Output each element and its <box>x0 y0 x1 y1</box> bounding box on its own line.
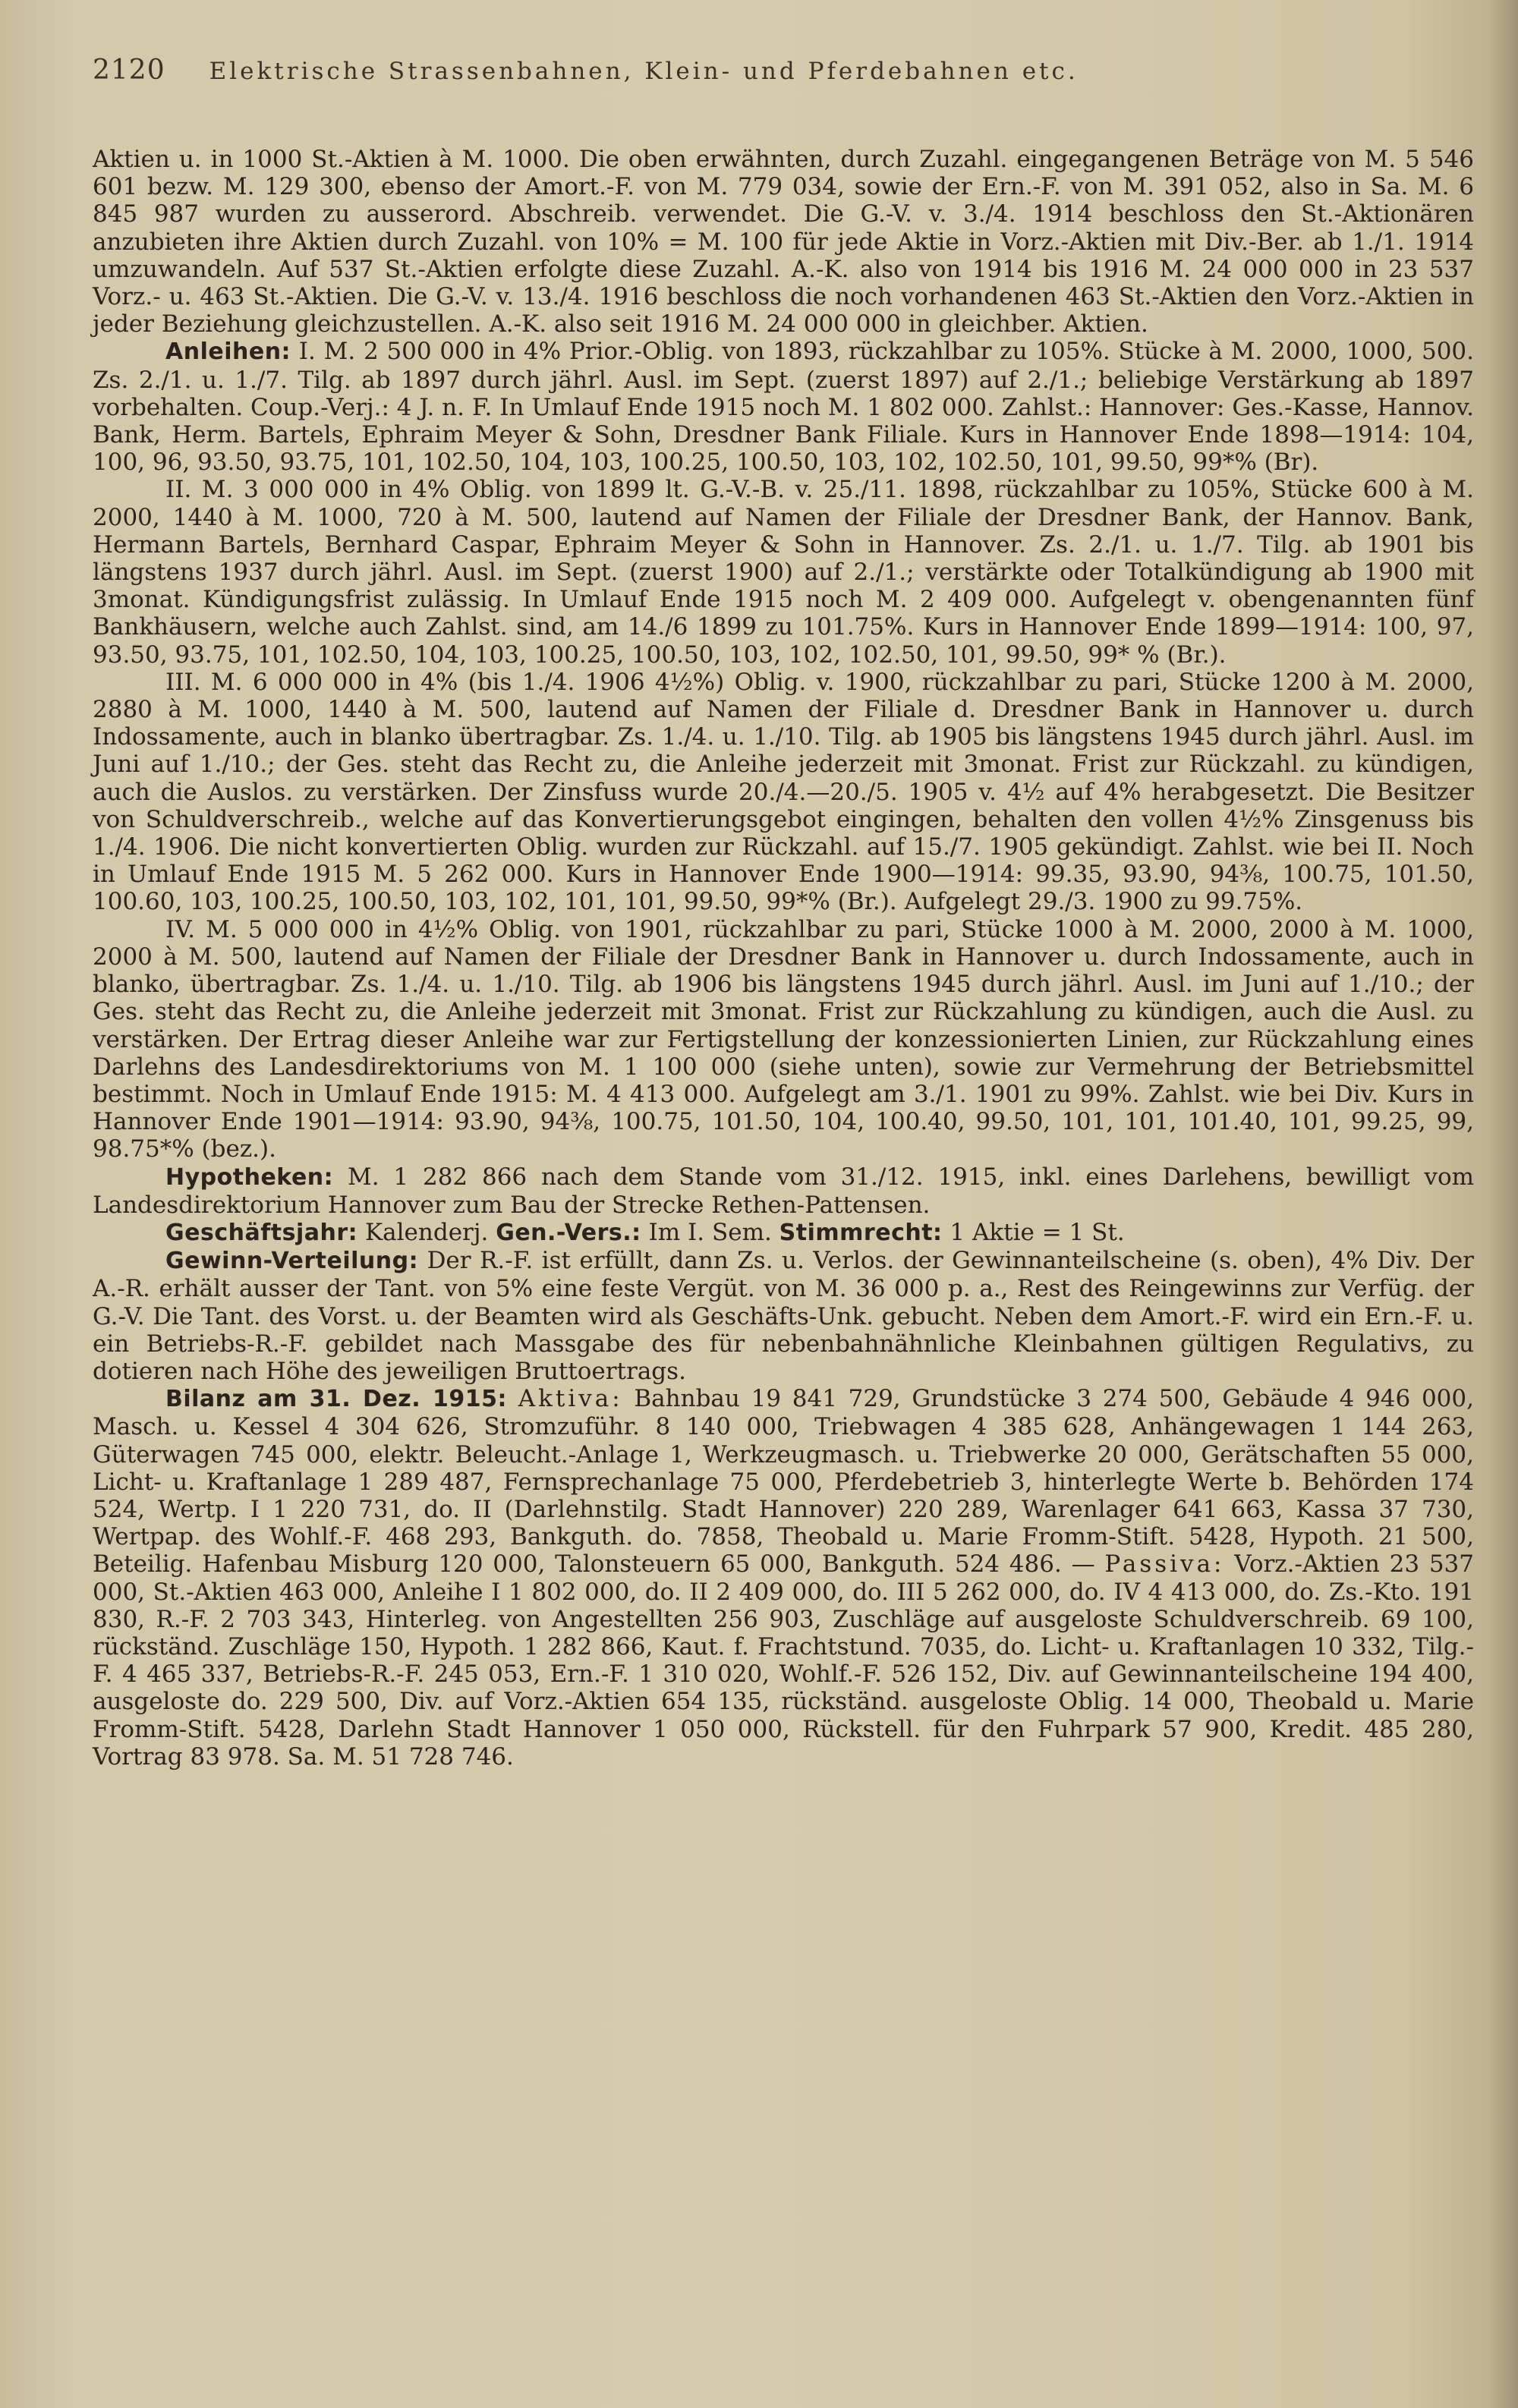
bilanz-paragraph <box>93 1385 1474 1771</box>
anleihen-i-text: I. M. 2 500 000 in 4% Prior.-Oblig. von 1893, rückzahlbar zu 105%. Stücke à M. 2000, 1000, 500. Zs. 2./1. u. 1./7. Tilg. ab 1897 durch jährl. Ausl. im Sept. (zuerst 1897) auf 2./1.; beliebige Verstärkung ab 1897 vorbehalten. Coup.-Verj.: 4 J. n. F. In Umlauf Ende 1915 noch M. 1 802 000. Zahlst.: Hannover: Ges.-Kasse, Hannov. Bank, Herm. Bartels, Ephraim Meyer & Sohn, Dresdner Bank Filiale. Kurs in Hannover Ende 1898—1914: 104, 100, 96, 93.50, 93.75, 101, 102.50, 104, 103, 100.25, 100.50, 103, 102, 102.50, 101, 99.50, 99*% (Br). <box>93 338 1474 477</box>
bilanz-label: Bilanz am 31. Dez. 1915: <box>165 1386 507 1413</box>
hypotheken-paragraph <box>93 1163 1474 1219</box>
page-spine-shadow <box>1489 0 1518 2408</box>
geschaeftsjahr-text: Kalenderj. <box>365 1218 489 1246</box>
gewinn-label: Gewinn-Verteilung: <box>165 1248 419 1275</box>
gewinn-paragraph <box>93 1247 1474 1385</box>
intro-paragraph: Aktien u. in 1000 St.-Aktien à M. 1000. Die oben erwähnten, durch Zuzahl. eingegangenen Beträge von M. 5 546 601 bezw. M. 129 300, ebenso der Amort.-F. von M. 779 034, sowie der Ern.-F. von M. 391 052, also in Sa. M. 6 845 987 wurden zu ausserord. Abschreib. verwendet. Die G.-V. v. 3./4. 1914 beschloss den St.-Aktionären anzubieten ihre Aktien durch Zuzahl. von 10% = M. 100 für jede Aktie in Vorz.-Aktien mit Div.-Ber. ab 1./1. 1914 umzuwandeln. Auf 537 St.-Aktien erfolgte diese Zuzahl. A.-K. also von 1914 bis 1916 M. 24 000 000 in 23 537 Vorz.- u. 463 St.-Aktien. Die G.-V. v. 13./4. 1916 beschloss die noch vorhandenen 463 St.-Aktien den Vorz.-Aktien in jeder Beziehung gleichzustellen. A.-K. also seit 1916 M. 24 000 000 in gleichber. Aktien. <box>93 146 1474 338</box>
geschaeftsjahr-label: Geschäftsjahr: <box>165 1219 358 1246</box>
gewinn-text: Der R.-F. ist erfüllt, dann Zs. u. Verlos. der Gewinnanteilscheine (s. oben), 4% Div. Der A.-R. erhält ausser der Tant. von 5% eine feste Vergüt. von M. 36 000 p. a., Rest des Reingewinns zur Verfüg. der G.-V. Die Tant. des Vorst. u. der Beamten wird als Geschäfts-Unk. gebucht. Neben dem Amort.-F. wird ein Ern.-F. u. ein Betriebs-R.-F. gebildet nach Massgabe des für nebenbahnähnliche Kleinbahnen gültigen Regulativs, zu dotieren nach Höhe des jeweiligen Bruttoertrags. <box>93 1247 1474 1385</box>
stimmrecht-text: 1 Aktie = 1 St. <box>950 1218 1125 1246</box>
page-header <box>93 55 1471 100</box>
anleihen-label: Anleihen: <box>165 338 291 366</box>
hypotheken-label: Hypotheken: <box>165 1163 334 1191</box>
geschaeftsjahr-paragraph <box>93 1219 1474 1247</box>
body-text <box>93 146 1474 1771</box>
gen-vers-label: Gen.-Vers.: <box>496 1219 641 1246</box>
aktiva-text: Bahnbau 19 841 729, Grundstücke 3 274 500, Gebäude 4 946 000, Masch. u. Kessel 4 304 626, Stromzuführ. 8 140 000, Triebwagen 4 385 628, Anhängewagen 1 144 263, Güterwagen 745 000, elektr. Beleucht.-Anlage 1, Werkzeugmasch. u. Triebwerke 20 000, Gerätschaften 55 000, Licht- u. Kraftanlage 1 289 487, Fernsprechanlage 75 000, Pferdebetrieb 3, hinterlegte Werte b. Behörden 174 524, Wertp. I 1 220 731, do. II (Darlehnstilg. Stadt Hannover) 220 289, Warenlager 641 663, Kassa 37 730, Wertpap. des Wohlf.-F. 468 293, Bankguth. do. 7858, Theobald u. Marie Fromm-Stift. 5428, Hypoth. 21 500, Beteilig. Hafenbau Misburg 120 000, Talonsteuern 65 000, Bankguth. 524 486. — <box>93 1385 1474 1579</box>
anleihen-paragraph-i <box>93 338 1474 476</box>
anleihen-paragraph-ii: II. M. 3 000 000 in 4% Oblig. von 1899 lt. G.-V.-B. v. 25./11. 1898, rückzahlbar zu 105%, Stücke 600 à M. 2000, 1440 à M. 1000, 720 à M. 500, lautend auf Namen der Filiale der Dresdner Bank, der Hannov. Bank, Hermann Bartels, Bernhard Caspar, Ephraim Meyer & Sohn in Hannover. Zs. 2./1. u. 1./7. Tilg. ab 1901 bis längstens 1937 durch jährl. Ausl. im Sept. (zuerst 1900) auf 2./1.; verstärkte oder Totalkündigung ab 1900 mit 3monat. Kündigungsfrist zulässig. In Umlauf Ende 1915 noch M. 2 409 000. Aufgelegt v. obengenannten fünf Bankhäusern, welche auch Zahlst. sind, am 14./6 1899 zu 101.75%. Kurs in Hannover Ende 1899—1914: 100, 97, 93.50, 93.75, 101, 102.50, 104, 103, 100.25, 100.50, 103, 102, 102.50, 101, 99.50, 99* % (Br.). <box>93 476 1474 669</box>
running-title: Elektrische Strassenbahnen, Klein- und Pferdebahnen etc. <box>209 58 1079 85</box>
hypotheken-text: M. 1 282 866 nach dem Stande vom 31./12. 1915, inkl. eines Darlehens, bewilligt vom Landesdirektorium Hannover zum Bau der Strecke Rethen-Pattensen. <box>93 1163 1475 1219</box>
passiva-label: Passiva: <box>1104 1550 1225 1579</box>
stimmrecht-label: Stimmrecht: <box>779 1219 943 1246</box>
page-number: 2120 <box>93 55 165 86</box>
anleihen-paragraph-iii: III. M. 6 000 000 in 4% (bis 1./4. 1906 4½%) Oblig. v. 1900, rückzahlbar zu pari, Stücke 1200 à M. 2000, 2880 à M. 1000, 1440 à M. 500, lautend auf Namen der Filiale d. Dresdner Bank in Hannover u. durch Indossamente, auch in blanko übertragbar. Zs. 1./4. u. 1./10. Tilg. ab 1905 bis längstens 1945 durch jährl. Ausl. im Juni auf 1./10.; der Ges. steht das Recht zu, die Anleihe jederzeit mit 3monat. Frist zur Rückzahl. zu kündigen, auch die Auslos. zu verstärken. Der Zinsfuss wurde 20./4.—20./5. 1905 v. 4½ auf 4% herabgesetzt. Die Besitzer von Schuldverschreib., welche auf das Konvertierungsgebot eingingen, behalten den vollen 4½% Zinsgenuss bis 1./4. 1906. Die nicht konvertierten Oblig. wurden zur Rückzahl. auf 15./7. 1905 gekündigt. Zahlst. wie bei II. Noch in Umlauf Ende 1915 M. 5 262 000. Kurs in Hannover Ende 1900—1914: 99.35, 93.90, 94⅜, 100.75, 101.50, 100.60, 103, 100.25, 100.50, 103, 102, 101, 101, 99.50, 99*% (Br.). Aufgelegt 29./3. 1900 zu 99.75%. <box>93 668 1474 916</box>
aktiva-label: Aktiva: <box>518 1385 623 1413</box>
passiva-text: Vorz.-Aktien 23 537 000, St.-Aktien 463 000, Anleihe I 1 802 000, do. II 2 409 000, do. III 5 262 000, do. IV 4 413 000, do. Zs.-Kto. 191 830, R.-F. 2 703 343, Hinterleg. von Angestellten 256 903, Zuschläge auf ausgeloste Schuldverschreib. 69 100, rückständ. Zuschläge 150, Hypoth. 1 282 866, Kaut. f. Frachtstund. 7035, do. Licht- u. Kraftanlagen 10 332, Tilg.-F. 4 465 337, Betriebs-R.-F. 245 053, Ern.-F. 1 310 020, Wohlf.-F. 526 152, Div. auf Gewinnanteilscheine 194 400, ausgeloste do. 229 500, Div. auf Vorz.-Aktien 654 135, rückständ. ausgeloste Oblig. 14 000, Theobald u. Marie Fromm-Stift. 5428, Darlehn Stadt Hannover 1 050 000, Rückstell. für den Fuhrpark 57 900, Kredit. 485 280, Vortrag 83 978. Sa. M. 51 728 746. <box>93 1550 1474 1771</box>
anleihen-paragraph-iv: IV. M. 5 000 000 in 4½% Oblig. von 1901, rückzahlbar zu pari, Stücke 1000 à M. 2000, 2000 à M. 1000, 2000 à M. 500, lautend auf Namen der Filiale der Dresdner Bank in Hannover u. durch Indossamente, auch in blanko, übertragbar. Zs. 1./4. u. 1./10. Tilg. ab 1906 bis längstens 1945 durch jährl. Ausl. im Juni auf 1./10.; der Ges. steht das Recht zu, die Anleihe jederzeit mit 3monat. Frist zur Rückzahlung zu kündigen, auch die Ausl. zu verstärken. Der Ertrag dieser Anleihe war zur Fertigstellung der konzessionierten Linien, zur Rückzahlung eines Darlehns des Landesdirektoriums von M. 1 100 000 (siehe unten), sowie zur Vermehrung der Betriebsmittel bestimmt. Noch in Umlauf Ende 1915: M. 4 413 000. Aufgelegt am 3./1. 1901 zu 99%. Zahlst. wie bei Div. Kurs in Hannover Ende 1901—1914: 93.90, 94⅜, 100.75, 101.50, 104, 100.40, 99.50, 101, 101, 101.40, 101, 99.25, 99, 98.75*% (bez.). <box>93 915 1474 1163</box>
gen-vers-text: Im I. Sem. <box>648 1218 772 1246</box>
